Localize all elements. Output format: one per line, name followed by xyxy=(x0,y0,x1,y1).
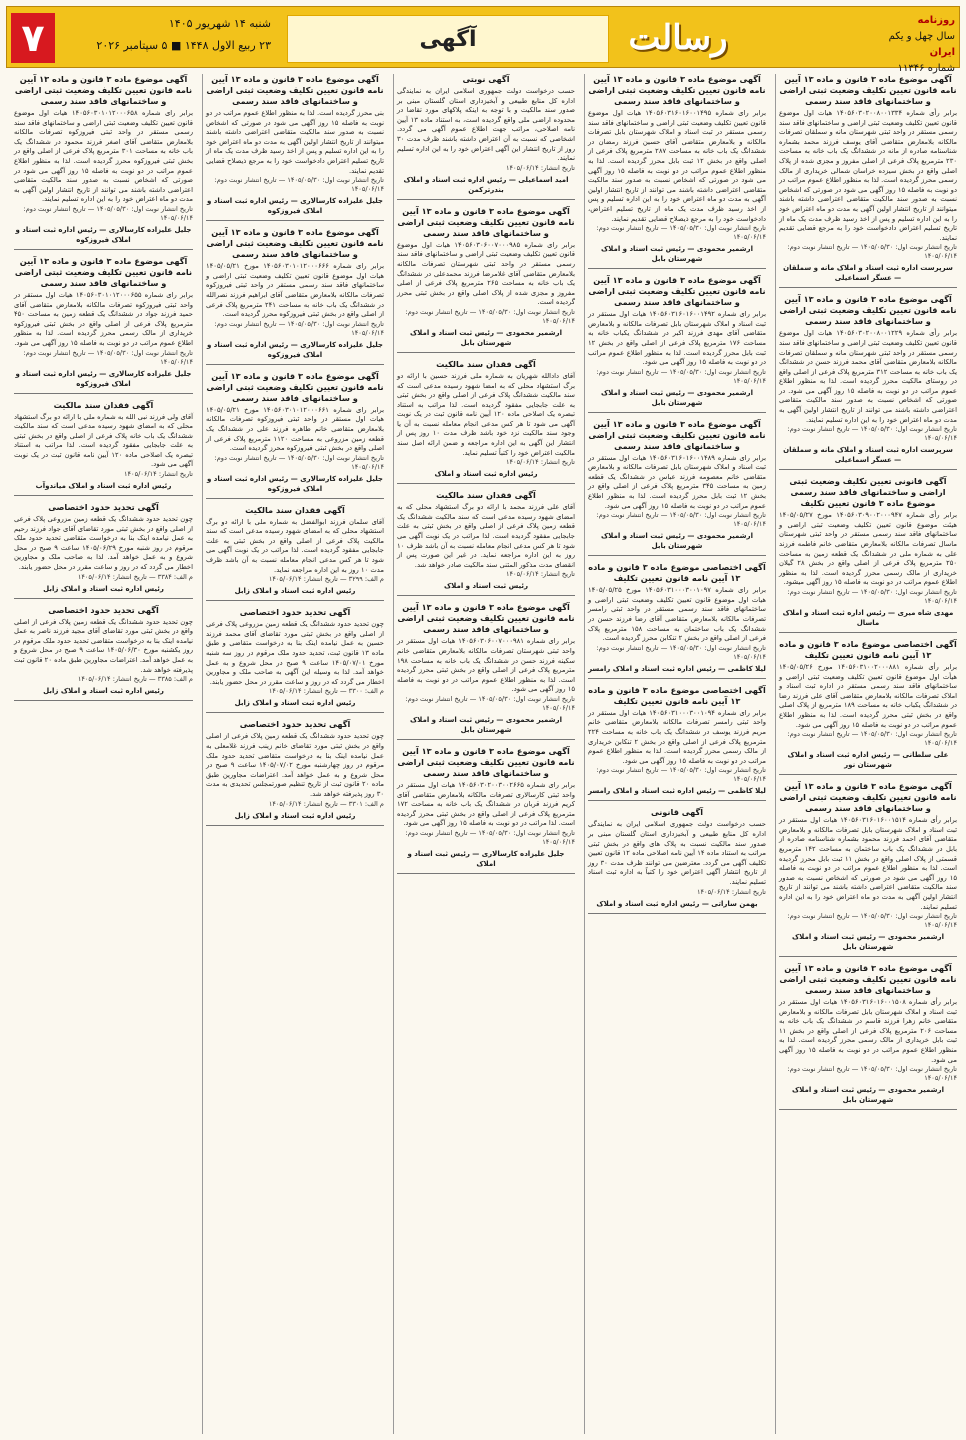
notice-signature: جلیل علیزاده کارسالاری — رئیس ثبت اسناد و املاک xyxy=(407,849,565,868)
notice-body: برابر رای شماره ۱۴۰۵۶۰۳۱۶۰۱۶۰۰۱۴۹۲ هیات اول مستقر در ثبت اسناد و املاک شهرستان بابل تصرفات مالکانه و بلامعارض متقاضی آقای مهدی فرزند اکبر در ششدانگ یکباب خانه به مساحت ۱۷۶ مترمربع پلاک فرعی از اصلی واقع در بخش ۱۲ ثبت بابل محرز گردیده است. لذا به منظور اطلاع عموم مراتب در دو نوبت به فاصله ۱۵ روز آگهی می شود. xyxy=(588,310,767,367)
notice-title: آگهی موضوع ماده ۳ قانون و ماده ۱۳ آیین نامه قانون تعیین تکلیف وضعیت ثبتی اراضی و ساختمانهای فاقد سند رسمی xyxy=(14,74,193,106)
notice-dates: تاریخ انتشار نوبت اول: ۱۴۰۵/۰۵/۳۰ — تاریخ انتشار نوبت دوم: ۱۴۰۵/۰۶/۱۴ xyxy=(596,643,766,661)
notice-item xyxy=(588,807,766,913)
notice-body: چون تحدید حدود ششدانگ یک قطعه زمین مزروعی پلاک فرعی از اصلی واقع در بخش ثبتی مورد تقاضای آقای جواد فرزند رحیم به عمل نیامده اینک بنا به درخواست متقاضی تحدید حدود ملک مرقوم در روز شنبه مورخ ۱۴۰۵/۰۶/۲۹ ساعت ۹ صبح در محل شروع و به عمل خواهد آمد. لذا به صاحب ملک و مجاورین اخطار می گردد که در روز و ساعت مقرر در محل حضور یابند. xyxy=(14,515,193,572)
notice-body: برابر رأی شماره ۱۴۰۵۶۰۳۰۹۰۰۲۰۰۰۹۴۷ مورخ ۱۴۰۵/۰۵/۲۷ هیئت موضوع قانون تعیین تکلیف وضعیت ثبتی اراضی و ساختمانهای فاقد سند رسمی مستقر در واحد ثبتی شهرستان ماسال تصرفات مالکانه بلامعارض متقاضی خانم فاطمه فرزند علی به شماره ملی در ششدانگ یک قطعه زمین به مساحت ۲۵۰ مترمربع پلاک فرعی از اصلی واقع در بخش ۲۸ گیلان خریداری از مالک رسمی محرز گردیده است. لذا به منظور اطلاع عموم مراتب در دو نوبت به فاصله ۱۵ روز آگهی میشود. xyxy=(779,511,958,587)
notice-signature: رئیس اداره ثبت اسناد و املاک میاندوآب xyxy=(35,482,172,491)
notice-signature: ارشمیر محمودی — رئیس ثبت اسناد و املاک شهرستان بابل xyxy=(410,328,562,347)
notice-title: آگهی موضوع ماده ۳ قانون و ماده ۱۳ آیین نامه قانون تعیین تکلیف وضعیت ثبتی اراضی و ساختمانهای فاقد سند رسمی xyxy=(779,74,957,106)
notice-body: برابر رای شماره ۱۴۰۵۶۰۳۰۱۰۱۲۰۰۰۶۵۸ هیات اول موضوع قانون تعیین تکلیف وضعیت ثبتی اراضی و ساختمانهای فاقد سند رسمی مستقر در واحد ثبتی فیروزکوه تصرفات مالکانه بلامعارض متقاضی آقای اصغر فرزند محمود در ششدانگ یک باب خانه به مساحت ۳۰۱ مترمربع پلاک فرعی از اصلی واقع در بخش ثبتی فیروزکوه محرز گردیده است. لذا به منظور اطلاع عموم مراتب در دو نوبت به فاصله ۱۵ روز آگهی می شود در صورتی که اشخاص نسبت به صدور سند مالکیت متقاضی اعتراضی داشته باشند می توانند از تاریخ انتشار اولین آگهی به مدت دو ماه اعتراض خود را به این اداره تسلیم نمایند. xyxy=(14,109,193,204)
notice-signature: ارشمیر محمودی — رئیس ثبت اسناد و املاک شهرستان بابل xyxy=(792,933,944,952)
notice-dates: م الف: ۳۳۰۱ — تاریخ انتشار: ۱۴۰۵/۰۶/۱۴ xyxy=(268,799,384,808)
notice-item xyxy=(779,639,957,775)
notice-body: برابر رای شماره ۱۴۰۵۶۰۳۰۱۰۱۲۰۰۰۶۵۵ هیات اول مستقر در واحد ثبتی فیروزکوه تصرفات مالکانه بلامعارض متقاضی آقای حمید فرزند جواد در ششدانگ یک قطعه زمین به مساحت ۴۵۰ مترمربع پلاک فرعی از اصلی واقع در بخش ثبتی فیروزکوه خریداری از مالک رسمی محرز گردیده است. لذا به منظور اطلاع عموم مراتب در دو نوبت به فاصله ۱۵ روز آگهی می شود. xyxy=(14,290,194,347)
notice-title: آگهی فقدان سند مالکیت xyxy=(436,358,536,369)
notice-title: آگهی موضوع ماده ۳ قانون و ماده ۱۳ آیین نامه قانون تعیین تکلیف وضعیت ثبتی اراضی و ساختمانهای فاقد سند رسمی xyxy=(397,205,575,238)
notice-column xyxy=(775,74,960,1434)
notice-body: چون تحدید حدود ششدانگ یک قطعه زمین مزروعی پلاک فرعی از اصلی واقع در بخش ثبتی مورد تقاضای آقای محمد فرزند حسین به عمل نیامده اینک بنا به درخواست متقاضی و طبق ماده ۱۳ قانون ثبت، تحدید حدود ملک مرقوم در روز سه شنبه مورخ ۱۴۰۵/۰۷/۰۱ ساعت ۹ صبح در محل شروع و به عمل خواهد آمد. لذا به وسیله این آگهی به صاحب ملک و مجاورین اخطار می گردد که در روز و ساعت مقرر در محل حضور یابند. xyxy=(206,620,384,686)
notice-item xyxy=(14,605,193,702)
page-number: ۷ xyxy=(11,13,55,63)
notice-dates: تاریخ انتشار: ۱۴۰۵/۰۶/۱۴ xyxy=(505,458,575,467)
notice-signature: ارشمیر محمودی — رئیس ثبت اسناد و املاک شهرستان بابل xyxy=(410,715,562,734)
notice-signature: جلیل علیزاده کارسالاری — رئیس اداره ثبت اسناد و املاک فیروزکوه xyxy=(207,474,383,493)
notice-signature: ارشمیر محمودی — رئیس ثبت اسناد و املاک شهرستان بابل xyxy=(601,245,753,264)
notice-signature: لیلا کاظمی — رئیس اداره ثبت اسناد و املاک رامسر xyxy=(588,787,766,796)
notice-dates: تاریخ انتشار نوبت اول: ۱۴۰۵/۰۵/۳۰ — تاریخ انتشار نوبت دوم: ۱۴۰۵/۰۶/۱۴ xyxy=(23,348,193,366)
notice-item xyxy=(397,206,575,353)
notice-body: برابر رأی شماره ۱۴۰۵۶۰۳۰۲۰۰۸۰۰۱۳۳۴ هیات اول موضوع قانون تعیین تکلیف وضعیت ثبتی اراضی و ساختمانهای فاقد سند رسمی مستقر در واحد ثبتی شهرستان مانه و سملقان تصرفات مالکانه بلامعارض متقاضی آقای یوسف فرزند محمد بشماره شناسنامه صادره از مانه در ششدانگ یک باب خانه به مساحت ۲۳۰ مترمربع پلاک فرعی از اصلی مفروز و مجزی شده از پلاک اصلی واقع در بخش سیزده خراسان شمالی خریداری از مالک رسمی محرز گردیده است. لذا به منظور اطلاع عموم مراتب در دو نوبت به فاصله ۱۵ روز آگهی می شود در صورتی که اشخاص نسبت به صدور سند مالکیت متقاضی اعتراضی داشته باشند میتوانند از تاریخ انتشار اولین آگهی به مدت دو ماه اعتراض خود را به این اداره تسلیم و پس از اخذ رسید ظرف مدت یک ماه از تاریخ تسلیم اعتراض دادخواست خود را به مرجع قضایی تقدیم نمایند. xyxy=(779,109,957,242)
notice-column xyxy=(393,74,578,1434)
notice-title: آگهی قانونی تعیین تکلیف وضعیت ثبتی اراضی و ساختمانهای فاقد سند رسمی موضوع ماده ۳ قانون تعیین تکلیف xyxy=(789,476,947,509)
notice-title: آگهی اختصاصی موضوع ماده ۳ قانون و ماده ۱۳ آیین نامه قانون تعیین تکلیف xyxy=(588,684,766,706)
country-label: ایران xyxy=(929,47,955,58)
notice-dates: تاریخ انتشار نوبت اول: ۱۴۰۵/۰۵/۳۰ — تاریخ انتشار نوبت دوم: ۱۴۰۵/۰۶/۱۴ xyxy=(214,319,384,337)
notice-dates: م الف: ۳۳۸۵ — تاریخ انتشار: ۱۴۰۵/۰۶/۱۴ xyxy=(77,675,193,684)
notice-signature: امید اسماعیلی — رئیس اداره ثبت اسناد و املاک بندرترکمن xyxy=(403,175,569,194)
notice-dates: تاریخ انتشار: ۱۴۰۵/۰۶/۱۴ xyxy=(505,163,575,172)
issue-label: سال چهل و یکم xyxy=(888,31,955,42)
notice-signature: جلیل علیزاده کارسالاری — رئیس اداره ثبت اسناد و املاک فیروزکوه xyxy=(15,225,192,244)
notice-body: آقای ولی فرزند نبی الله به شماره ملی با ارائه دو برگ استشهاد محلی که به امضای شهود رسیده مدعی است که سند مالکیت ششدانگ یک باب خانه پلاک فرعی از اصلی واقع در بخش ثبتی به علت جابجایی مفقود گردیده است. لذا مراتب به استناد تبصره یک اصلاحی ماده ۱۲۰ آیین نامه قانون ثبت در یک نوبت آگهی می شود. xyxy=(14,412,193,469)
notice-body: برابر رای شماره ۱۴۰۵۶۰۳۱۶۰۱۶۰۰۱۴۸۹ هیات اول مستقر در ثبت اسناد و املاک شهرستان بابل تصرفات مالکانه و بلامعارض متقاضی خانم معصومه فرزند عباس در ششدانگ یک قطعه زمین به مساحت ۳۴۵ مترمربع پلاک فرعی از اصلی واقع در بخش ۱۲ ثبت بابل محرز گردیده است. لذا به منظور اطلاع عموم مراتب در دو نوبت به فاصله ۱۵ روز آگهی می شود. xyxy=(588,453,767,510)
notice-signature: رئیس اداره ثبت اسناد و املاک زابل xyxy=(43,584,164,593)
notice-item xyxy=(779,294,957,470)
notice-item xyxy=(206,371,384,499)
notice-body: آقای علی فرزند محمد با ارائه دو برگ استشهاد محلی که به امضای شهود رسیده مدعی است که سند مالکیت ششدانگ یک قطعه زمین پلاک فرعی از اصلی واقع در بخش ثبتی به علت جابجایی مفقود گردیده است. لذا مراتب در یک نوبت آگهی می شود تا هر کس مدعی انجام معامله نسبت به آن باشد ظرف ۱۰ روز به این اداره مراجعه نماید. در غیر این صورت پس از انقضای مدت مذکور المثنی سند مالکیت صادر خواهد شد. xyxy=(397,503,575,569)
notice-body: چون تحدید حدود ششدانگ یک قطعه زمین پلاک فرعی از اصلی واقع در بخش ثبتی مورد تقاضای آقای مجید فرزند ناصر به عمل نیامده اینک بنا به درخواست متقاضی تحدید حدود ملک مرقوم در روز یکشنبه مورخ ۱۴۰۵/۰۶/۳۰ ساعت ۹ صبح در محل شروع و به عمل خواهد آمد. اعتراضات مجاورین طبق ماده ۲۰ قانون ثبت پذیرفته خواهد شد. xyxy=(14,617,194,674)
notice-dates: تاریخ انتشار نوبت اول: ۱۴۰۵/۰۵/۳۰ — تاریخ انتشار نوبت دوم: ۱۴۰۵/۰۶/۱۴ xyxy=(596,766,766,784)
notice-item xyxy=(588,685,766,802)
notice-item xyxy=(206,607,384,713)
notice-dates: تاریخ انتشار نوبت اول: ۱۴۰۵/۰۵/۳۰ — تاریخ انتشار نوبت دوم: ۱۴۰۵/۰۶/۱۴ xyxy=(596,511,766,529)
notice-body: برابر رای شماره ۱۴۰۵۶۰۳۰۱۰۱۲۰۰۰۶۶۱ مورخ ۱۴۰۵/۰۵/۲۱ هیات اول مستقر در واحد ثبتی فیروزکوه تصرفات مالکانه بلامعارض متقاضی خانم طاهره فرزند علی در ششدانگ یک قطعه زمین مزروعی به مساحت ۱۱۲۰ مترمربع پلاک فرعی از اصلی واقع در بخش ثبتی فیروزکوه محرز گردیده است. xyxy=(206,405,385,453)
notice-title: آگهی تحدید حدود اختصاصی xyxy=(239,719,351,730)
notice-item xyxy=(397,602,575,740)
date-line-persian: شنبه ۱۴ شهریور ۱۴۰۵ xyxy=(168,17,271,30)
notice-body: حسب درخواست دولت جمهوری اسلامی ایران به نمایندگی اداره کل منابع طبیعی و آبخیزداری استان گلستان مبنی بر صدور سند مالکیت و با توجه به اینکه پلاکهای مورد تقاضا در محدوده اراضی ملی واقع گردیده است، به استناد ماده ۱۳ آیین نامه اصلاحی، مراتب جهت اطلاع عموم آگهی می گردد. اشخاصی که نسبت به آن اعتراض داشته باشند ظرف مدت ۳۰ روز از تاریخ انتشار این آگهی اعتراض خود را به این اداره تسلیم نمایند. xyxy=(397,87,575,163)
notice-item xyxy=(588,419,766,557)
notice-title: آگهی موضوع ماده ۳ قانون و ماده ۱۳ آیین نامه قانون تعیین تکلیف وضعیت ثبتی اراضی و ساختمانهای فاقد سند رسمی xyxy=(206,227,384,260)
notice-item xyxy=(14,256,193,394)
notice-columns xyxy=(6,74,960,1434)
notice-body: برابر رأی شماره ۱۴۰۵۶۰۳۰۲۰۰۸۰۰۱۲۲۹ هیات اول موضوع قانون تعیین تکلیف وضعیت ثبتی اراضی و ساختمانهای فاقد سند رسمی مستقر در واحد ثبتی شهرستان مانه و سملقان تصرفات مالکانه بلامعارض متقاضی آقای محمد فرزند حسن در ششدانگ یک باب خانه به مساحت ۳۱۲ مترمربع پلاک فرعی از اصلی واقع در روستای مالکیت محرز گردیده است. لذا به منظور اطلاع عموم مراتب در دو نوبت به فاصله ۱۵ روز آگهی می شود. در صورتی که اشخاص نسبت به صدور سند مالکیت متقاضی اعتراضی داشته باشند می توانند از تاریخ انتشار اولین آگهی به مدت دو ماه اعتراض خود را به این اداره تسلیم نمایند. xyxy=(779,329,957,424)
notice-signature: سرپرست اداره ثبت اسناد و املاک مانه و سملقان — عسگر اسماعیلی xyxy=(783,446,953,465)
notice-dates: تاریخ انتشار نوبت اول: ۱۴۰۵/۰۵/۳۰ — تاریخ انتشار نوبت دوم: ۱۴۰۵/۰۶/۱۴ xyxy=(405,828,575,846)
notice-title: آگهی فقدان سند مالکیت xyxy=(53,399,154,410)
notice-item xyxy=(206,719,384,825)
notice-item xyxy=(206,74,384,221)
notice-title: آگهی موضوع ماده ۳ قانون و ماده ۱۳ آیین نامه قانون تعیین تکلیف وضعیت ثبتی اراضی و ساختمانهای فاقد سند رسمی xyxy=(206,74,384,106)
section-title: آگهی xyxy=(287,15,609,63)
notice-signature: رئیس ثبت اسناد و املاک xyxy=(444,582,528,591)
notice-body: برابر رأی شماره ۱۴۰۵۶۰۳۱۶۰۱۶۰۰۱۵۰۸ هیات اول مستقر در ثبت اسناد و املاک شهرستان بابل تصرفات مالکانه و بلامعارض متقاضی خانم زهرا فرزند قاسم در ششدانگ یک باب خانه به مساحت ۲۰۶ مترمربع پلاک فرعی از اصلی واقع در بخش ۱۱ ثبت بابل خریداری از مالک رسمی محرز گردیده است. لذا به منظور اطلاع عموم مراتب در دو نوبت به فاصله ۱۵ روز آگهی می شود. xyxy=(779,998,958,1064)
notice-column xyxy=(11,74,196,1434)
notice-item xyxy=(397,74,575,200)
notice-body: برابر رای شماره ۱۴۰۵۶۰۳۰۲۰۰۳۰۰۲۶۶۵ هیات اول مستقر در واحد ثبتی کارسالاری تصرفات مالکانه بلامعارض متقاضی آقای کریم فرزند قربان در ششدانگ یک باب خانه به مساحت ۱۷۲ مترمربع پلاک فرعی از اصلی واقع در بخش ثبتی محرز گردیده است. لذا مراتب در دو نوبت به فاصله ۱۵ روز آگهی می شود. xyxy=(397,780,576,828)
notice-dates: م الف: ۳۳۸۴ — تاریخ انتشار: ۱۴۰۵/۰۶/۱۴ xyxy=(77,572,193,581)
notice-signature: بهمن ساراتی — رئیس اداره ثبت اسناد و املاک xyxy=(596,899,758,908)
notice-signature: مهدی شاه میری — رئیس اداره ثبت اسناد و املاک ماسال xyxy=(782,609,954,627)
notice-item xyxy=(397,359,575,484)
notice-title: آگهی اختصاصی موضوع ماده ۳ قانون و ماده ۱۳ آیین نامه قانون تعیین تکلیف xyxy=(779,639,957,660)
notice-item xyxy=(779,963,957,1110)
notice-title: آگهی موضوع ماده ۳ قانون و ماده ۱۳ آیین نامه قانون تعیین تکلیف وضعیت ثبتی اراضی و ساختمانهای فاقد سند رسمی xyxy=(779,781,957,814)
notice-dates: تاریخ انتشار: ۱۴۰۵/۰۶/۱۴ xyxy=(123,470,193,479)
notice-item xyxy=(588,74,766,269)
masthead-info xyxy=(745,13,955,74)
notice-title: آگهی موضوع ماده ۳ قانون و ماده ۱۳ آیین نامه قانون تعیین تکلیف وضعیت ثبتی اراضی و ساختمانهای فاقد سند رسمی xyxy=(588,275,766,308)
notice-dates: تاریخ انتشار نوبت اول: ۱۴۰۵/۰۵/۳۰ — تاریخ انتشار نوبت دوم: ۱۴۰۵/۰۶/۱۴ xyxy=(405,694,575,712)
notice-signature: جلیل علیزاده کارسالاری — رئیس اداره ثبت اسناد و املاک فیروزکوه xyxy=(15,369,192,388)
notice-signature: رئیس اداره ثبت اسناد و املاک زابل xyxy=(234,699,356,708)
notice-item xyxy=(588,275,766,413)
newspaper-logo: رسالت xyxy=(628,18,728,58)
notice-item xyxy=(397,746,575,874)
notice-dates: تاریخ انتشار نوبت اول: ۱۴۰۵/۰۵/۳۰ — تاریخ انتشار نوبت دوم: ۱۴۰۵/۰۶/۱۴ xyxy=(596,224,766,242)
notice-dates: تاریخ انتشار نوبت اول: ۱۴۰۵/۰۵/۳۰ — تاریخ انتشار نوبت دوم: ۱۴۰۵/۰۶/۱۴ xyxy=(787,588,957,605)
notice-signature: رئیس اداره ثبت اسناد و املاک زابل xyxy=(43,687,164,696)
notice-item xyxy=(14,400,193,497)
notice-item xyxy=(779,781,957,957)
notice-title: آگهی موضوع ماده ۳ قانون و ماده ۱۳ آیین نامه قانون تعیین تکلیف وضعیت ثبتی اراضی و ساختمانهای فاقد سند رسمی xyxy=(14,255,193,288)
notice-dates: تاریخ انتشار نوبت اول: ۱۴۰۵/۰۵/۳۰ — تاریخ انتشار نوبت دوم: ۱۴۰۵/۰۶/۱۴ xyxy=(787,425,957,443)
notice-title: آگهی فقدان سند مالکیت xyxy=(436,490,536,501)
notice-signature: ارشمیر محمودی — رئیس ثبت اسناد و املاک شهرستان بابل xyxy=(601,532,753,551)
date-line-other: ۲۳ ربیع الاول ۱۴۴۸ ■ ۵ سپتامبر ۲۰۲۶ xyxy=(96,39,271,52)
notice-dates: م الف: ۳۲۹۹ — تاریخ انتشار: ۱۴۰۵/۰۶/۱۴ xyxy=(268,575,384,584)
notice-body: بنی محرز گردیده است. لذا به منظور اطلاع عموم مراتب در دو نوبت به فاصله ۱۵ روز آگهی می شود در صورتی که اشخاص نسبت به صدور سند مالکیت متقاضی اعتراضی داشته باشند میتوانند از تاریخ انتشار اولین آگهی به مدت دو ماه اعتراض خود را به این اداره تسلیم و پس از اخذ رسید ظرف مدت یک ماه از تاریخ تسلیم اعتراض دادخواست خود را به مرجع ذیصلاح قضایی تقدیم نمایند. xyxy=(206,109,384,175)
notice-signature: ارشمیر محمودی — رئیس ثبت اسناد و املاک شهرستان بابل xyxy=(792,1086,944,1105)
notice-body: برابر رای شماره ۱۴۰۵۶۰۳۰۶۰۰۷۰۰۰۹۸۵ هیات اول موضوع قانون تعیین تکلیف وضعیت ثبتی اراضی و ساختمانهای فاقد سند رسمی مستقر در واحد ثبتی شهرستان تصرفات مالکانه بلامعارض متقاضی آقای غلامرضا فرزند محمدعلی در ششدانگ یک باب خانه به مساحت ۲۶۵ مترمربع پلاک فرعی از اصلی مفروز و مجزی شده از پلاک اصلی واقع در بخش ثبتی محرز گردیده است. xyxy=(397,240,575,307)
notice-body: حسب درخواست دولت جمهوری اسلامی ایران به نمایندگی اداره کل منابع طبیعی و آبخیزداری استان گلستان مبنی بر صدور سند مالکیت نسبت به پلاک های واقع در بخش ثبتی مراتب به استناد ماده ۱۴ آیین نامه اصلاحی ماده ۱۲ قانون تعیین تکلیف آگهی می گردد. معترضین می توانند ظرف مدت ۳۰ روز از تاریخ انتشار آگهی اعتراض خود را کتباً به اداره ثبت اسناد تسلیم نمایند. xyxy=(588,820,767,886)
page-header xyxy=(6,6,960,74)
notice-title: آگهی قانونی xyxy=(650,807,704,818)
notice-item xyxy=(206,227,384,365)
notice-item xyxy=(206,505,384,602)
notice-title: آگهی تحدید حدود اختصاصی xyxy=(48,502,159,513)
notice-dates: تاریخ انتشار نوبت اول: ۱۴۰۵/۰۵/۳۰ — تاریخ انتشار نوبت دوم: ۱۴۰۵/۰۶/۱۴ xyxy=(787,1065,957,1083)
notice-item xyxy=(588,562,766,679)
notice-title: آگهی موضوع ماده ۳ قانون و ماده ۱۳ آیین نامه قانون تعیین تکلیف وضعیت ثبتی اراضی و ساختمانهای فاقد سند رسمی xyxy=(397,745,575,778)
notice-signature: لیلا کاظمی — رئیس اداره ثبت اسناد و املاک رامسر xyxy=(588,664,766,673)
notice-body: آقای سلمان فرزند ابوالفضل به شماره ملی با ارائه دو برگ استشهاد محلی که به امضای شهود رسیده مدعی است که سند مالکیت پلاک فرعی از اصلی واقع در بخش ثبتی به علت جابجایی مفقود گردیده است. لذا مراتب در یک نوبت آگهی می شود تا هر کس مدعی انجام معامله نسبت به آن باشد ظرف مدت ۱۰ روز به این اداره مراجعه نماید. xyxy=(206,517,384,574)
notice-title: آگهی تحدید حدود اختصاصی xyxy=(239,607,351,618)
notice-column xyxy=(584,74,769,1434)
notice-signature: رئیس اداره ثبت اسناد و املاک زابل xyxy=(234,811,356,820)
notice-body: برابر رای شماره ۱۴۰۵۶۰۳۰۱۰۱۲۰۰۰۶۶۶ مورخ ۱۴۰۵/۰۵/۲۱ هیات اول موضوع قانون تعیین تکلیف وضعیت ثبتی اراضی و ساختمانهای فاقد سند رسمی مستقر در واحد ثبتی فیروزکوه تصرفات مالکانه بلامعارض متقاضی آقای ابراهیم فرزند نصرالله در ششدانگ یک باب خانه به مساحت ۲۴۱ مترمربع پلاک فرعی از اصلی واقع در بخش ثبتی فیروزکوه محرز گردیده است. xyxy=(206,262,384,319)
notice-body: برابر رأی شماره ۱۴۰۵۶۰۳۱۰۰۲۰۰۰۸۸۱ مورخ ۱۴۰۵/۰۵/۲۶ هیأت اول موضوع قانون تعیین تکلیف وضعیت ثبتی اراضی و ساختمانهای فاقد سند رسمی مستقر در اداره ثبت اسناد و املاک تصرفات مالکانه بلامعارض متقاضی آقای علی فرزند رضا در ششدانگ یکباب خانه به مساحت ۱۸۹ مترمربع از پلاک اصلی واقع در بخش ثبتی محرز گردیده است. لذا به منظور اطلاع عموم مراتب در دو نوبت به فاصله ۱۵ روز آگهی می شود. xyxy=(779,663,957,729)
notice-dates: م الف: ۳۳۰۰ — تاریخ انتشار: ۱۴۰۵/۰۶/۱۴ xyxy=(268,687,384,696)
notice-body: برابر رای شماره ۱۴۰۵۶۰۳۰۶۰۰۷۰۰۰۹۸۱ هیات اول مستقر در واحد ثبتی شهرستان تصرفات مالکانه بلامعارض متقاضی خانم سکینه فرزند حسن در ششدانگ یک باب خانه به مساحت ۱۹۸ مترمربع پلاک فرعی از اصلی واقع در بخش ثبتی محرز گردیده است. لذا به منظور اطلاع عموم مراتب در دو نوبت به فاصله ۱۵ روز آگهی می شود. xyxy=(397,637,576,694)
notice-item xyxy=(397,490,575,596)
notice-title: آگهی موضوع ماده ۳ قانون و ماده ۱۳ آیین نامه قانون تعیین تکلیف وضعیت ثبتی اراضی و ساختمانهای فاقد سند رسمی xyxy=(779,294,957,327)
notice-title: آگهی موضوع ماده ۳ قانون و ماده ۱۳ آیین نامه قانون تعیین تکلیف وضعیت ثبتی اراضی و ساختمانهای فاقد سند رسمی xyxy=(397,602,575,635)
notice-dates: تاریخ انتشار نوبت اول: ۱۴۰۵/۰۵/۳۰ — تاریخ انتشار نوبت دوم: ۱۴۰۵/۰۶/۱۴ xyxy=(787,912,957,930)
notice-item xyxy=(14,502,193,599)
notice-signature: رئیس اداره ثبت اسناد و املاک زابل xyxy=(234,587,356,596)
notice-signature: ارشمیر محمودی — رئیس ثبت اسناد و املاک شهرستان بابل xyxy=(601,388,753,407)
notice-item xyxy=(779,476,957,633)
notice-body: برابر رأی شماره ۱۴۰۵۶۰۳۱۶۰۱۶۰۰۱۵۱۴ هیات اول مستقر در ثبت اسناد و املاک شهرستان بابل تصرفات مالکانه و بلامعارض متقاضی آقای احمد فرزند محمود بشماره شناسنامه صادره از بابل در ششدانگ یک باب ساختمان به مساحت ۱۴۲ مترمربع قسمتی از پلاک اصلی واقع در بخش ۱۱ ثبت بابل محرز گردیده است. لذا به منظور اطلاع عموم مراتب در دو نوبت به فاصله ۱۵ روز آگهی می شود در صورتی که اشخاص نسبت به صدور سند مالکیت متقاضی اعتراضی داشته باشند می توانند از تاریخ انتشار اولین آگهی به مدت دو ماه اعتراض خود را به این اداره تسلیم نمایند. xyxy=(779,816,958,911)
notice-signature: رئیس اداره ثبت اسناد و املاک xyxy=(434,470,538,479)
paper-label: روزنامه xyxy=(917,15,955,26)
notice-item xyxy=(14,74,193,250)
date-box xyxy=(61,13,271,63)
notice-dates: تاریخ انتشار نوبت اول: ۱۴۰۵/۰۵/۳۰ — تاریخ انتشار نوبت دوم: ۱۴۰۵/۰۶/۱۴ xyxy=(214,176,384,194)
notice-dates: تاریخ انتشار نوبت اول: ۱۴۰۵/۰۵/۳۰ — تاریخ انتشار نوبت دوم: ۱۴۰۵/۰۶/۱۴ xyxy=(787,243,957,261)
notice-dates: تاریخ انتشار: ۱۴۰۵/۰۶/۱۴ xyxy=(505,570,575,579)
notice-signature: سرپرست اداره ثبت اسناد و املاک مانه و سملقان — عسگر اسماعیلی xyxy=(783,264,953,283)
notice-body: برابر رای شماره ۱۴۰۵۶۰۳۱۰۰۰۳۰۰۱۰۹۷ مورخ ۱۴۰۵/۰۵/۲۵ هیات اول موضوع قانون تعیین تکلیف وضعیت ثبتی اراضی و ساختمانهای فاقد سند رسمی مستقر در واحد ثبتی رامسر تصرفات مالکانه بلامعارض متقاضی آقای رضا فرزند حسن در ششدانگ یک باب ساختمان به مساحت ۱۵۸ مترمربع پلاک فرعی از اصلی واقع در بخش ۲ تنکابن محرز گردیده است. xyxy=(588,586,766,643)
notice-title: آگهی تحدید حدود اختصاصی xyxy=(48,604,159,615)
notice-body: چون تحدید حدود ششدانگ یک قطعه زمین پلاک فرعی از اصلی واقع در بخش ثبتی مورد تقاضای خانم زینب فرزند غلامعلی به عمل نیامده اینک بنا به درخواست متقاضی تحدید حدود ملک مرقوم در روز چهارشنبه مورخ ۱۴۰۵/۰۷/۰۲ ساعت ۹ صبح در محل شروع و به عمل خواهد آمد. اعتراضات مجاورین طبق ماده ۲۰ قانون ثبت از تاریخ تنظیم صورتمجلس تحدیدی به مدت ۳۰ روز پذیرفته خواهد شد. xyxy=(206,732,384,798)
notice-dates: تاریخ انتشار نوبت اول: ۱۴۰۵/۰۵/۳۰ — تاریخ انتشار نوبت دوم: ۱۴۰۵/۰۶/۱۴ xyxy=(596,367,766,385)
notice-dates: تاریخ انتشار نوبت اول: ۱۴۰۵/۰۵/۳۰ — تاریخ انتشار نوبت دوم: ۱۴۰۵/۰۶/۱۴ xyxy=(787,730,957,748)
notice-title: آگهی نوبتی xyxy=(462,74,510,84)
notice-dates: تاریخ انتشار نوبت اول: ۱۴۰۵/۰۵/۳۰ — تاریخ انتشار نوبت دوم: ۱۴۰۵/۰۶/۱۴ xyxy=(23,204,193,222)
notice-signature: جلیل علیزاده کارسالاری — رئیس اداره ثبت اسناد و املاک فیروزکوه xyxy=(207,197,383,216)
notice-title: آگهی موضوع ماده ۳ قانون و ماده ۱۳ آیین نامه قانون تعیین تکلیف وضعیت ثبتی اراضی و ساختمانهای فاقد سند رسمی xyxy=(206,370,384,403)
notice-signature: علی سلطانی — رئیس اداره ثبت اسناد و املاک شهرستان نور xyxy=(787,751,949,770)
notice-dates: تاریخ انتشار نوبت اول: ۱۴۰۵/۰۵/۳۰ — تاریخ انتشار نوبت دوم: ۱۴۰۵/۰۶/۱۴ xyxy=(405,307,575,325)
notice-dates: تاریخ انتشار نوبت اول: ۱۴۰۵/۰۵/۳۰ — تاریخ انتشار نوبت دوم: ۱۴۰۵/۰۶/۱۴ xyxy=(214,453,384,471)
notice-column xyxy=(202,74,387,1434)
notice-dates: تاریخ انتشار: ۱۴۰۵/۰۶/۱۴ xyxy=(696,887,766,896)
notice-title: آگهی فقدان سند مالکیت xyxy=(245,504,345,515)
notice-title: آگهی اختصاصی موضوع ماده ۳ قانون و ماده ۱۳ آیین نامه قانون تعیین تکلیف xyxy=(588,562,766,584)
notice-item xyxy=(779,74,957,288)
notice-signature: جلیل علیزاده کارسالاری — رئیس اداره ثبت اسناد و املاک فیروزکوه xyxy=(207,340,383,359)
notice-title: آگهی موضوع ماده ۳ قانون و ماده ۱۳ آیین نامه قانون تعیین تکلیف وضعیت ثبتی اراضی و ساختمانهای فاقد سند رسمی xyxy=(588,418,766,451)
notice-title: آگهی موضوع ماده ۳ قانون و ماده ۱۳ آیین نامه قانون تعیین تکلیف وضعیت ثبتی اراضی و ساختمانهای فاقد سند رسمی xyxy=(588,74,766,106)
notice-body: آقای دادالله شهریان به شماره ملی فرزند حسین با ارائه دو برگ استشهاد محلی که به امضا شهود رسیده مدعی است که سند مالکیت ششدانگ پلاک فرعی از اصلی واقع در بخش ثبتی به علت جابجایی مفقود گردیده است. لذا مراتب به استناد تبصره یک اصلاحی ماده ۱۲۰ آیین نامه قانون ثبت در یک نوبت آگهی می شود تا هر کس مدعی انجام معامله نسبت به آن یا وجود سند مالکیت نزد خود باشد ظرف مدت ۱۰ روز پس از انتشار این آگهی به این اداره مراجعه و ضمن ارائه اصل سند مالکیت اعتراض خود را کتباً تسلیم نماید. xyxy=(397,371,575,457)
notice-body: برابر رای شماره ۱۴۰۵۶۰۳۱۶۰۱۶۰۰۱۴۹۵ هیات اول موضوع قانون تعیین تکلیف وضعیت ثبتی اراضی و ساختمانهای فاقد سند رسمی مستقر در ثبت اسناد و املاک شهرستان بابل تصرفات مالکانه و بلامعارض متقاضی آقای حسین فرزند رمضان در ششدانگ یک باب خانه به مساحت ۲۸۷ مترمربع پلاک فرعی از اصلی واقع در بخش ۱۲ ثبت بابل محرز گردیده است. لذا به منظور اطلاع عموم مراتب در دو نوبت به فاصله ۱۵ روز آگهی می شود در صورتی که اشخاص نسبت به صدور سند مالکیت متقاضی اعتراضی داشته باشند می توانند از تاریخ انتشار اولین آگهی به مدت دو ماه اعتراض خود را به این اداره تسلیم و پس از اخذ رسید ظرف مدت یک ماه از تاریخ تسلیم اعتراض، دادخواست خود را به مرجع ذیصلاح قضایی تقدیم نمایند. xyxy=(588,109,767,223)
notice-body: برابر رای شماره ۱۴۰۵۶۰۳۱۰۰۰۳۰۰۱۰۹۴ هیات اول مستقر در واحد ثبتی رامسر تصرفات مالکانه بلامعارض متقاضی خانم مریم فرزند یوسف در ششدانگ یک باب خانه به مساحت ۲۲۴ مترمربع پلاک فرعی از اصلی واقع در بخش ۲ تنکابن خریداری از مالک رسمی محرز گردیده است. لذا به منظور اطلاع عموم مراتب در دو نوبت به فاصله ۱۵ روز آگهی می شود. xyxy=(588,708,767,765)
issue-number: شماره ۱۱۳۴۶ xyxy=(897,63,955,74)
notice-title: آگهی موضوع ماده ۳ قانون و ماده ۱۳ آیین نامه قانون تعیین تکلیف وضعیت ثبتی اراضی و ساختمانهای فاقد سند رسمی xyxy=(779,963,957,996)
